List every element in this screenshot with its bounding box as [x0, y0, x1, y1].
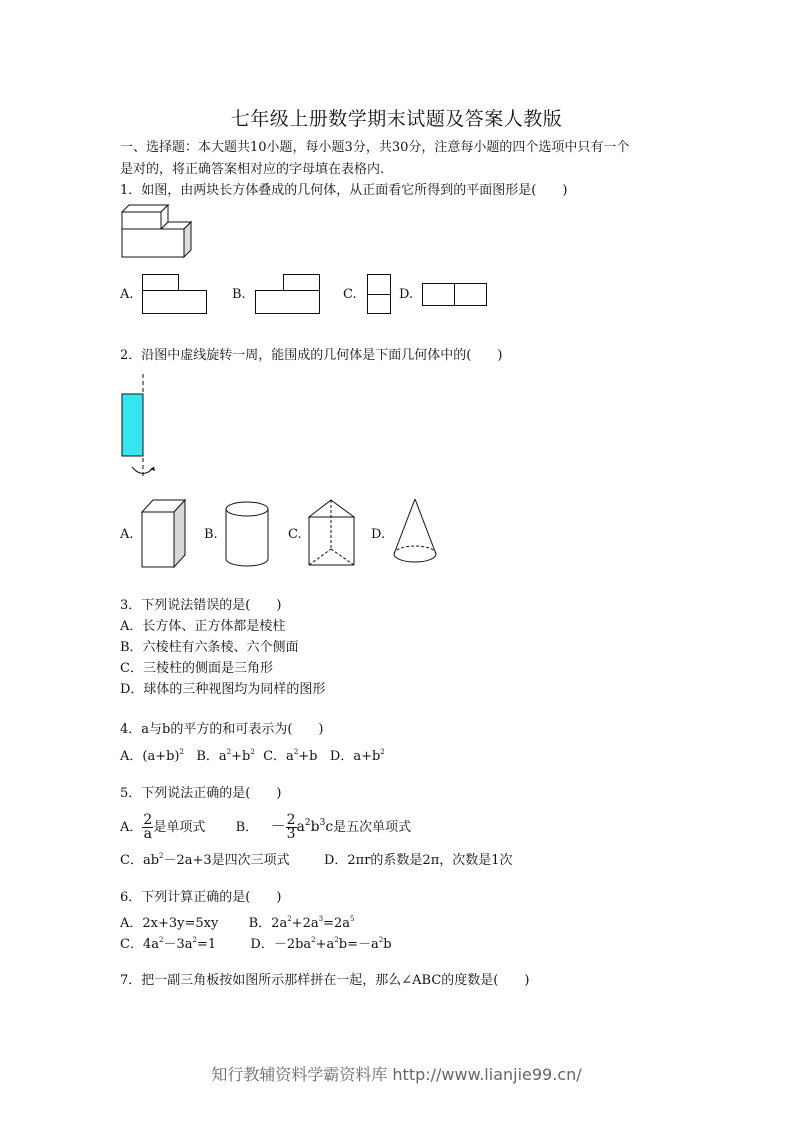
- q2-option-c-label: C.: [288, 527, 302, 542]
- q1-option-d-figure: [422, 283, 488, 307]
- q2-cone-figure: [392, 497, 442, 569]
- q6-options-cd: [120, 932, 392, 953]
- q5-option-d: D．2πr的系数是2π，次数是1次: [323, 853, 513, 868]
- q5-options-ab: [120, 806, 411, 845]
- q1-option-d-label: D.: [399, 287, 414, 302]
- q5-option-a: A． $\frac{2}{a}$ 是单项式: [120, 812, 206, 842]
- q6-option-a: A．2x+3y=5xy: [120, 916, 219, 931]
- q4-stem: 4．a与b的平方的和可表示为( ): [120, 722, 324, 737]
- instructions-line-1: 一、选择题：本大题共10小题，每小题3分，共30分，注意每小题的四个选项中只有一个: [120, 140, 630, 155]
- q7-stem: 7．把一副三角板按如图所示那样拼在一起，那么∠ABC的度数是( ): [120, 973, 530, 988]
- q1-option-a-figure: [142, 274, 208, 315]
- q2-option-d-label: D.: [371, 527, 386, 542]
- q2-option-b-label: B.: [204, 527, 218, 542]
- q5-option-c: C．$ab^2-2a+3$是四次三项式: [120, 852, 290, 868]
- q4-options: [120, 744, 385, 765]
- q5-fraction-2-over-3: $\frac{2}{3}$: [286, 812, 296, 842]
- q4-option-c: C．$a^2+b$: [263, 748, 318, 764]
- q6-option-c: C．$4a^2-3a^2=1$: [120, 936, 217, 952]
- q1-option-c-figure: [367, 274, 392, 315]
- q3-option-d: D．球体的三种视图均为同样的图形: [120, 682, 326, 697]
- q1-option-b-figure: [255, 274, 321, 315]
- q2-cylinder-figure: [224, 500, 272, 570]
- instructions-line-2: 是对的，将正确答案相对应的字母填在表格内.: [120, 162, 385, 177]
- footer-watermark: 知行教辅资料学霸资料库 http://www.lianjie99.cn/: [211, 1065, 582, 1084]
- q1-stem: 1．如图，由两块长方体叠成的几何体，从正面看它所得到的平面图形是( ): [120, 183, 568, 198]
- q5-options-cd: [120, 848, 513, 869]
- page-title: 七年级上册数学期末试题及答案人教版: [230, 108, 563, 130]
- q1-option-b-label: B.: [232, 287, 246, 302]
- q2-stem: 2．沿图中虚线旋转一周，能围成的几何体是下面几何体中的( ): [120, 348, 503, 363]
- q3-stem: 3．下列说法错误的是( ): [120, 598, 282, 613]
- q3-option-c: C．三棱柱的侧面是三角形: [120, 661, 273, 676]
- q4-option-d: D．$a+b^2$: [329, 748, 385, 764]
- q1-option-c-label: C.: [343, 287, 357, 302]
- q6-options-ab: [120, 911, 354, 932]
- q3-option-a: A．长方体、正方体都是棱柱: [120, 619, 286, 634]
- q4-option-a: A．$(a+b)^2$: [120, 748, 184, 764]
- q4-option-b: B．$a^2+b^2$: [196, 748, 255, 764]
- q2-triangular-prism-figure: [307, 497, 357, 569]
- q2-prism-figure: [140, 497, 188, 569]
- q5-fraction-2-over-a: $\frac{2}{a}$: [143, 812, 153, 842]
- q1-solid-figure: [120, 205, 195, 260]
- q2-option-a-label: A.: [120, 527, 134, 542]
- q5-stem: 5．下列说法正确的是( ): [120, 786, 282, 801]
- q6-option-d: D．$-2ba^2+a^2b=-a^2b$: [250, 936, 392, 952]
- q5-option-b: B． － $\frac{2}{3}$ $a^2b^3c$是五次单项式: [235, 812, 412, 842]
- q6-option-b: B．$2a^2+2a^3=2a^5$: [248, 915, 355, 931]
- q2-rectangle: [122, 394, 143, 456]
- q1-option-a-label: A.: [120, 287, 134, 302]
- q3-option-b: B．六棱柱有六条棱、六个侧面: [120, 640, 299, 655]
- q6-stem: 6．下列计算正确的是( ): [120, 890, 282, 905]
- q2-rotation-figure: [118, 372, 163, 484]
